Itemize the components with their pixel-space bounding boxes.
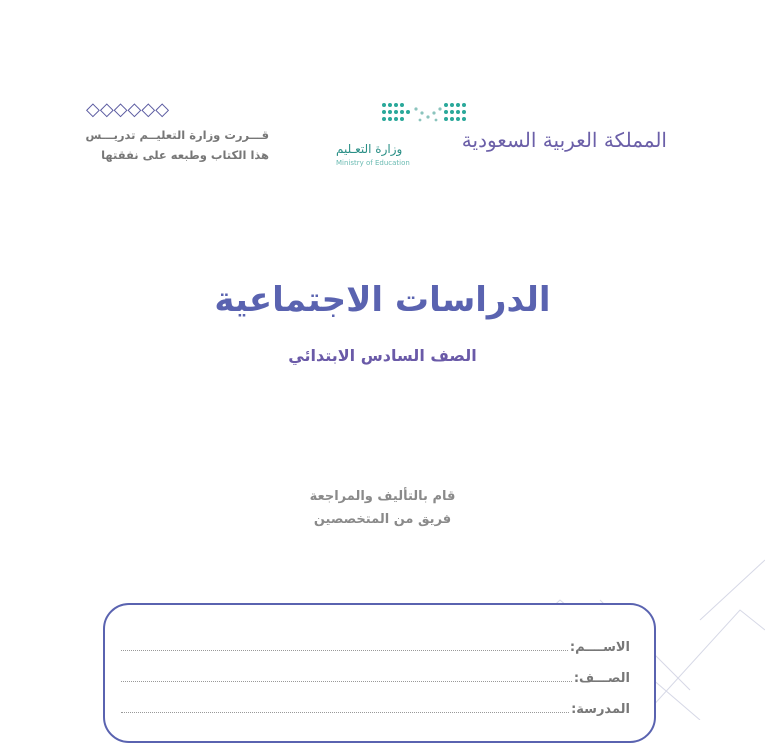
school-label: المدرسة: (571, 702, 630, 717)
kingdom-logo: المملكة العربية السعودية (461, 128, 667, 152)
book-subtitle: الصف السادس الابتدائي (288, 346, 477, 365)
class-label: الصـــف: (573, 671, 630, 686)
approval-line-2: هذا الكتاب وطبعه على نفقتها (101, 148, 269, 162)
class-field[interactable] (121, 681, 572, 682)
name-field[interactable] (121, 650, 568, 651)
student-info-box (103, 603, 656, 743)
school-field[interactable] (121, 712, 569, 713)
approval-line-1: قـــررت وزارة التعليــم تدريـــس (85, 128, 269, 142)
ministry-name-en: Ministry of Education (336, 159, 410, 167)
diamond-icons: ◇◇◇◇◇◇ (86, 99, 170, 120)
name-row[interactable] (121, 635, 630, 655)
class-row[interactable] (121, 666, 630, 686)
school-row[interactable] (121, 697, 630, 717)
name-label: الاســــم: (569, 640, 630, 655)
book-title: الدراسات الاجتماعية (214, 280, 551, 320)
ministry-dots-icon (380, 100, 470, 130)
credit-line-2: فريق من المتخصصين (313, 512, 452, 527)
ministry-name-ar: وزارة التعـليم (336, 142, 403, 156)
credit-line-1: قام بالتأليف والمراجعة (309, 489, 456, 504)
